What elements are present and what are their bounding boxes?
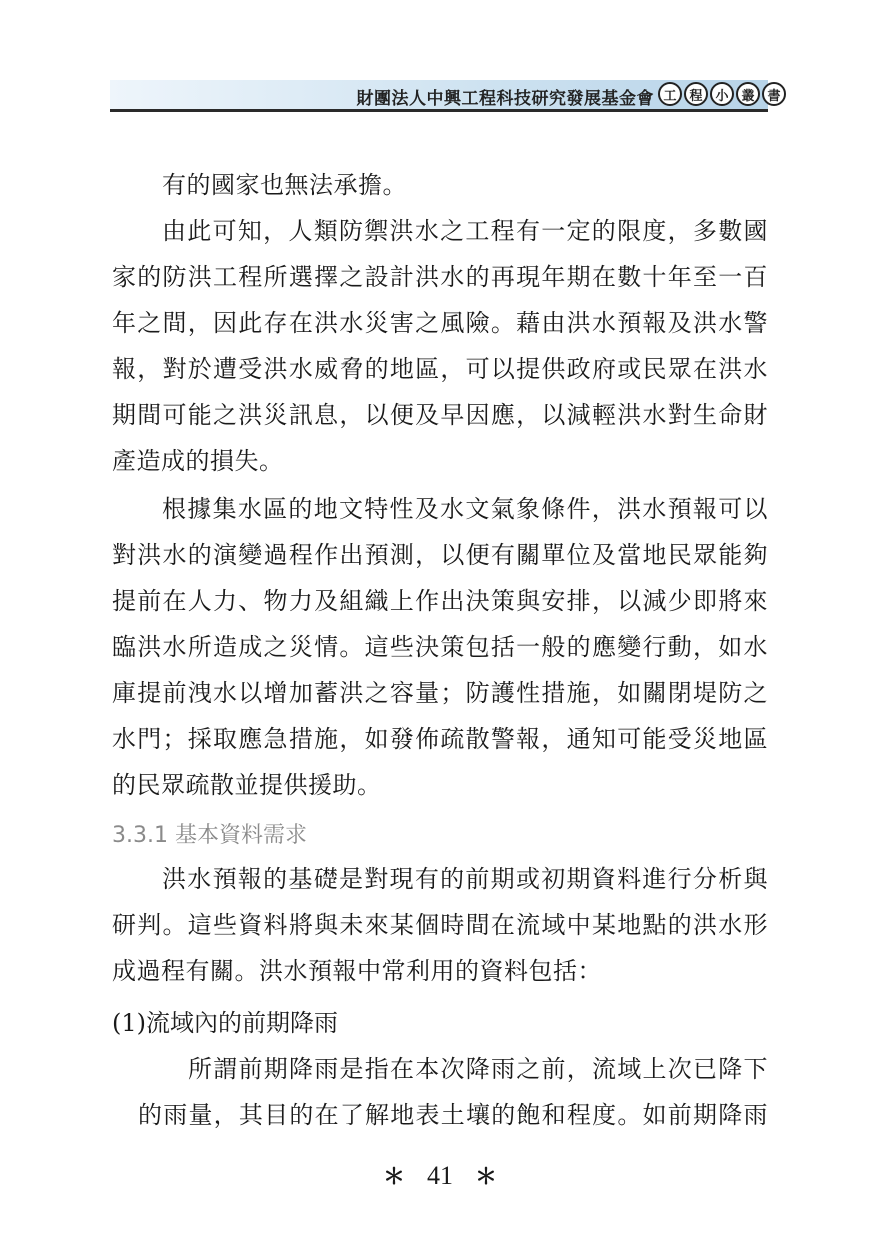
series-badges [658,82,786,106]
series-badge: 程 [684,82,708,106]
page-footer [0,1160,880,1191]
header-organization: 財團法人中興工程科技研究發展基金會 [356,89,654,109]
paragraph-line: 對洪水的演變過程作出預測，以便有關單位及當地民眾能夠 [112,541,768,569]
paragraph-line: 提前在人力、物力及組織上作出決策與安排，以減少即將來 [112,587,768,615]
paragraph-line: 根據集水區的地文特性及水文氣象條件，洪水預報可以 [162,495,768,523]
series-badge: 書 [762,82,786,106]
footer-ornament: ＊ [475,1164,498,1190]
paragraph-line: 的民眾疏散並提供援助。 [112,771,382,799]
page-number: 41 [427,1161,453,1190]
paragraph-line: 的雨量，其目的在了解地表土壤的飽和程度。如前期降雨 [138,1101,768,1129]
paragraph-line: 由此可知，人類防禦洪水之工程有一定的限度，多數國 [162,217,768,245]
paragraph-line: 報，對於遭受洪水威脅的地區，可以提供政府或民眾在洪水 [112,355,768,383]
paragraph-line: 洪水預報的基礎是對現有的前期或初期資料進行分析與 [162,865,768,893]
series-badge: 小 [710,82,734,106]
paragraph-line: 研判。這些資料將與未來某個時間在流域中某地點的洪水形 [112,911,768,939]
paragraph-line: 家的防洪工程所選擇之設計洪水的再現年期在數十年至一百 [112,263,768,291]
item-heading: (1)流域內的前期降雨 [112,1009,338,1037]
header-rule [110,109,768,112]
paragraph-line: 所謂前期降雨是指在本次降雨之前，流域上次已降下 [188,1055,768,1083]
paragraph-line: 期間可能之洪災訊息，以便及早因應，以減輕洪水對生命財 [112,401,768,429]
paragraph-line: 年之間，因此存在洪水災害之風險。藉由洪水預報及洪水警 [112,309,768,337]
series-badge: 工 [658,82,682,106]
paragraph-line: 有的國家也無法承擔。 [162,171,407,199]
footer-ornament: ＊ [382,1164,405,1190]
paragraph-line: 庫提前洩水以增加蓄洪之容量；防護性措施，如關閉堤防之 [112,679,768,707]
paragraph-line: 臨洪水所造成之災情。這些決策包括一般的應變行動，如水 [112,633,768,661]
series-badge: 叢 [736,82,760,106]
paragraph-line: 產造成的損失。 [112,447,284,475]
paragraph-line: 水門；採取應急措施，如發佈疏散警報，通知可能受災地區 [112,725,768,753]
section-heading: 3.3.1 基本資料需求 [112,823,307,848]
paragraph-line: 成過程有關。洪水預報中常利用的資料包括： [112,957,602,985]
